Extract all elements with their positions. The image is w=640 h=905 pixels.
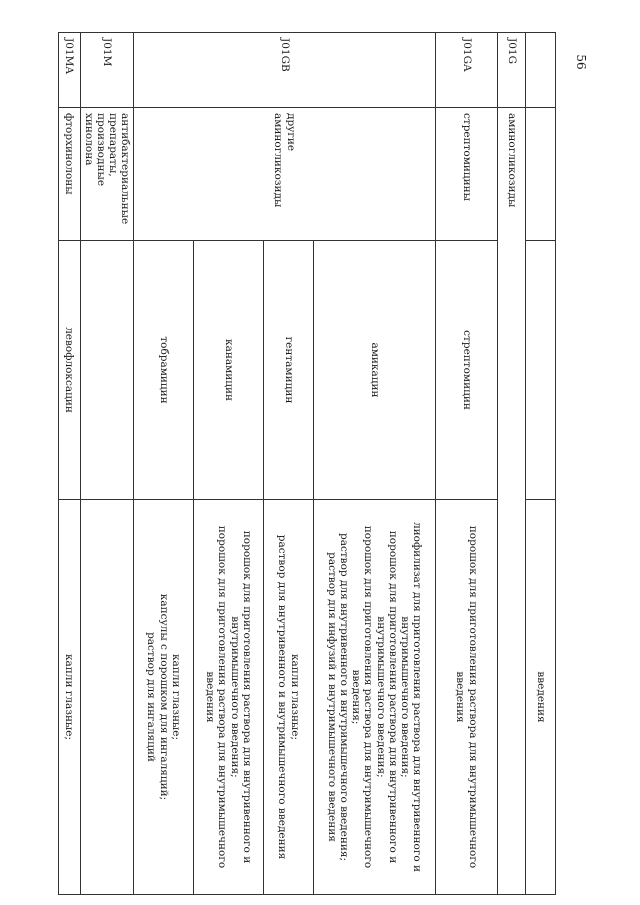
table-row xyxy=(314,33,436,895)
dosage-forms: лиофилизат для приготовления раствора для внутривенного и внутримышечного введения; порошок для приготовления раствора для внутривенного и внутримышечного введения; порошок для приготовления раствора для внутримышечного введения; раствор для внутривенного и внутримышечного введения; раствор для инфузий и внутримышечного введения xyxy=(314,500,436,895)
table-row xyxy=(80,33,133,895)
page-number: 56 xyxy=(574,54,588,70)
drug-classification-table xyxy=(58,32,556,895)
table-row xyxy=(436,33,498,895)
drug-name: тобрамицин xyxy=(134,241,194,500)
table-row xyxy=(498,33,526,895)
dosage-forms: порошок для приготовления раствора для внутримышечного введения xyxy=(436,500,498,895)
drug-name: амикацин xyxy=(314,241,436,500)
table-row xyxy=(526,33,556,895)
atc-code: J01MA xyxy=(58,33,80,108)
dosage-forms: порошок для приготовления раствора для внутривенного и внутримышечного введения; порошок для приготовления раствора для внутримышечного введения xyxy=(194,500,264,895)
group-name: другие аминогликозиды xyxy=(134,108,436,241)
dosage-forms: капли глазные; раствор для внутривенного и внутримышечного введения xyxy=(264,500,314,895)
drug-name: левофлоксацин xyxy=(58,241,80,500)
atc-code: J01G xyxy=(498,33,526,108)
group-name: аминогликозиды xyxy=(498,108,526,895)
atc-code: J01GA xyxy=(436,33,498,108)
drug-table-wrapper xyxy=(63,32,556,873)
drug-name: стрептомицин xyxy=(436,241,498,500)
group-name: антибактериальные препараты, производные хинолона xyxy=(80,108,133,241)
group-name: фторхинолоны xyxy=(58,108,80,241)
drug-name: канамицин xyxy=(194,241,264,500)
dosage-forms: капли глазные; xyxy=(58,500,80,895)
group-name: стрептомицины xyxy=(436,108,498,241)
drug-name: гентамицин xyxy=(264,241,314,500)
form-column-header: введения xyxy=(526,500,556,895)
atc-code: J01M xyxy=(80,33,133,108)
atc-code: J01GB xyxy=(134,33,436,108)
table-row xyxy=(58,33,80,895)
dosage-forms: капли глазные; капсулы с порошком для ингаляций; раствор для ингаляций xyxy=(134,500,194,895)
